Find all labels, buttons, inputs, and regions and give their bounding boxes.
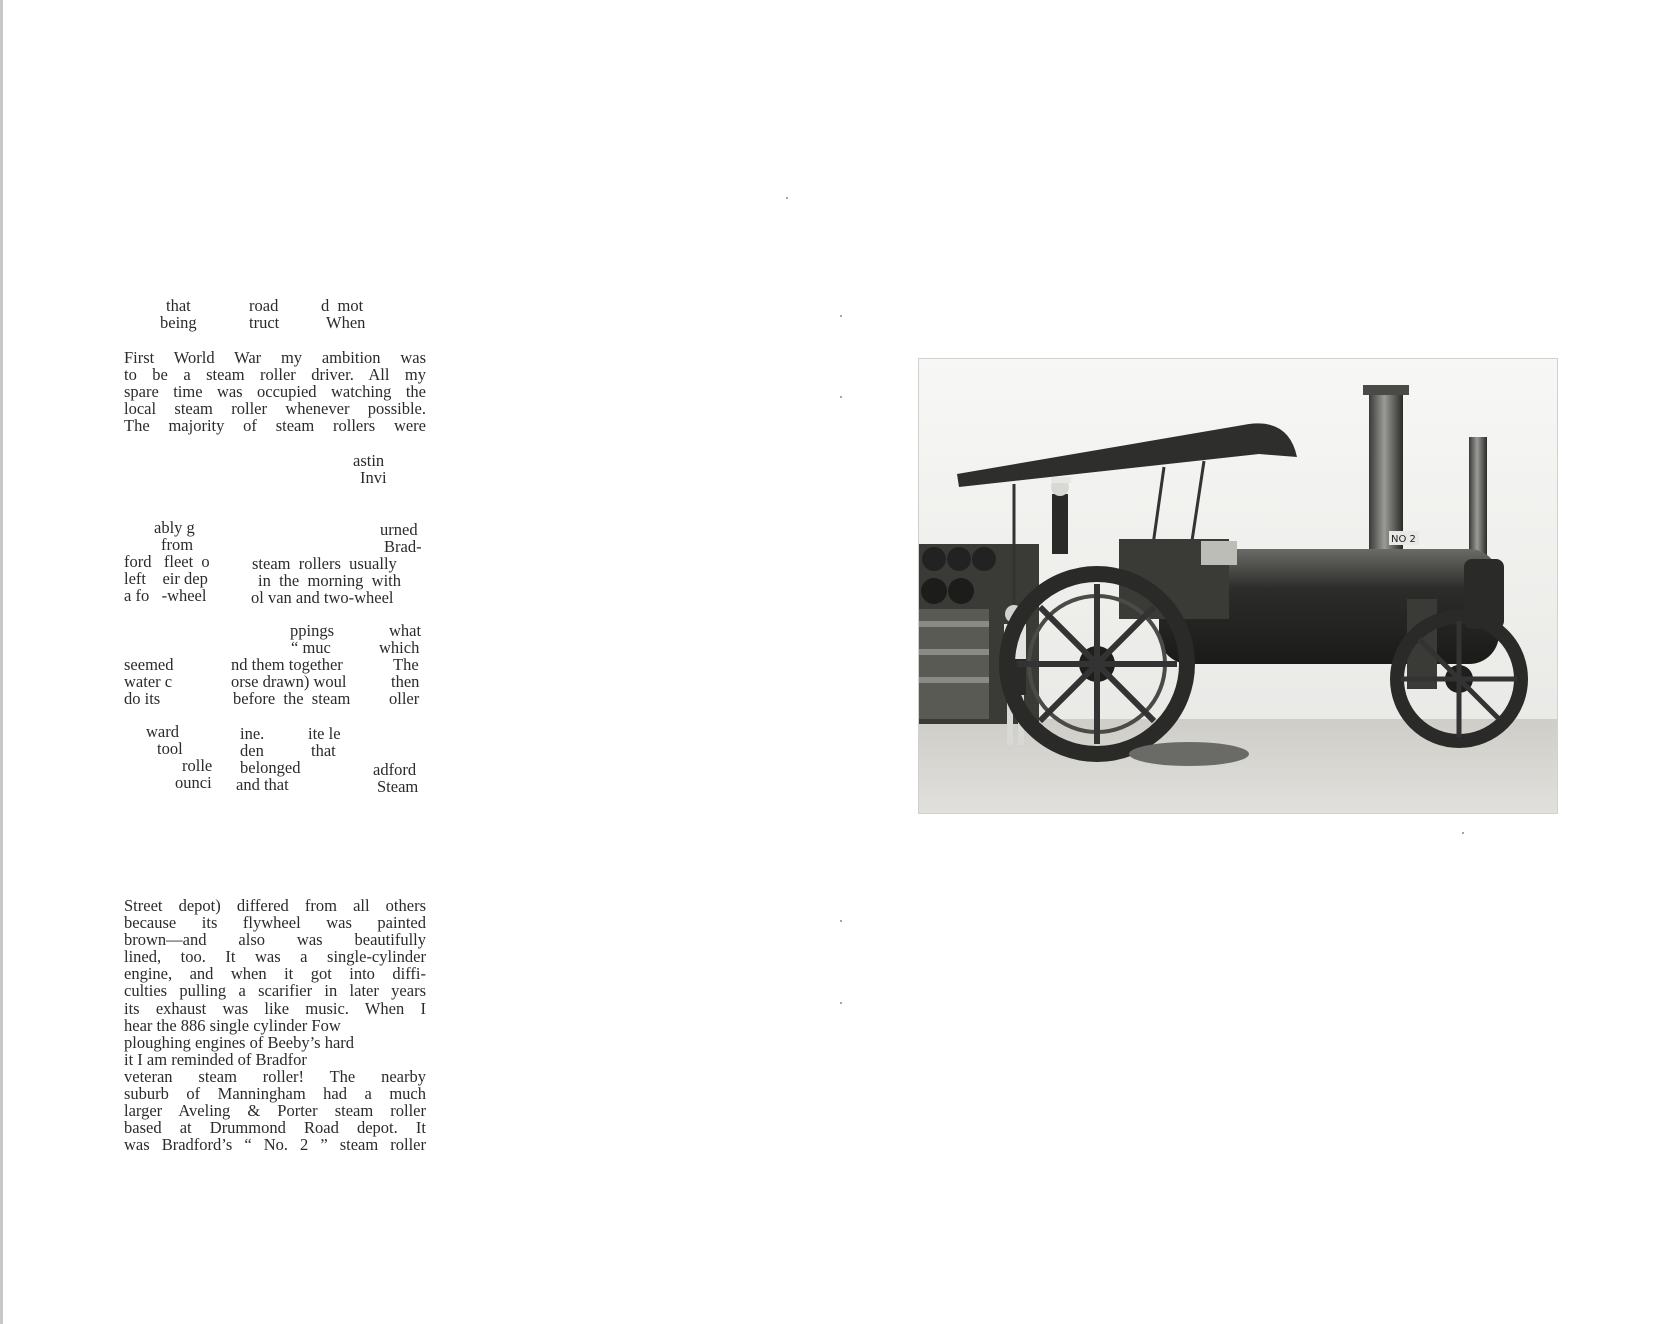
text-line: based at Drummond Road depot. It [124,1118,426,1138]
fragment-text: ine. [240,724,265,743]
fragment-text: do its [124,689,161,708]
fragment-text: The [393,655,419,674]
fragment-text: “ muc [291,638,331,657]
fragment-text: then [391,672,420,691]
fragment-text: which [379,638,420,657]
fragment-text: Steam [377,777,419,796]
fragment-text: orse drawn) woul [231,672,347,691]
scan-speck [1462,832,1464,834]
fragment-text: ward [146,722,179,741]
fragment-text: urned [380,520,418,539]
fragment-text: and that [236,775,289,794]
scan-speck [840,920,842,922]
fragment-text: in the morning with [258,571,401,590]
scan-speck [840,396,842,398]
fragment-text: being [160,313,197,332]
fragment-text: that [166,296,191,315]
fragment-text: ol van and two-wheel [251,588,394,607]
steam-roller-photo [918,358,1558,814]
fragment-text: a fo -wheel [124,586,207,605]
fragment-text: Brad- [384,537,422,556]
fragment-text: ably g [154,518,195,537]
text-line: was Bradford’s “ No. 2 ” steam roller [124,1135,426,1155]
fragment-text: from [161,535,194,554]
text-line: The majority of steam rollers were [124,416,426,436]
fragment-text: what [389,621,422,640]
text-line: brown—and also was beautifully [124,930,426,950]
text-line: its exhaust was like music. When I [124,998,426,1018]
text-line: engine, and when it got into diffi- [124,964,426,984]
text-line: spare time was occupied watching the [124,382,426,402]
scan-speck [840,1002,842,1004]
fragment-text: ounci [175,773,212,792]
text-line: hear the 886 single cylinder Fow [124,1015,341,1035]
paragraph-1 [124,349,426,434]
fragment-text: ppings [290,621,335,640]
fragment-text: that [311,741,336,760]
number-plate-text: NO 2 [1391,534,1416,545]
text-line: Street depot) differed from all others [124,896,426,915]
fragment-text: road [249,296,279,315]
paragraph-2 [124,897,426,1153]
fragment-text: Invi [360,468,387,487]
fragment-text: belonged [240,758,301,777]
text-line: First World War my ambition was [124,348,426,367]
text-line: larger Aveling & Porter steam roller [124,1101,426,1121]
text-line: lined, too. It was a single-cylinder [124,947,426,967]
fragment-text: before the steam [233,689,351,708]
scan-speck [786,197,788,199]
fragment-text: oller [389,689,420,708]
text-line: it I am reminded of Bradfor [124,1049,307,1069]
text-line: suburb of Manningham had a much [124,1084,426,1104]
text-line: veteran steam roller! The nearby [124,1066,426,1086]
text-line: to be a steam roller driver. All my [124,365,426,385]
fragment-text: d mot [321,296,364,315]
fragment-text: rolle [182,756,213,775]
fragment-text: astin [353,451,385,470]
fragment-text: tool [157,739,183,758]
text-line: because its flywheel was painted [124,913,426,933]
scan-speck [840,315,842,317]
fragment-text: seemed [124,655,174,674]
fragment-text: steam rollers usually [252,554,397,573]
fragment-text: adford [373,760,417,779]
fragment-text: ford fleet o [124,552,210,571]
fragment-text: nd them together [231,655,343,674]
fragment-text: left eir dep [124,569,208,588]
text-line: local steam roller whenever possible. [124,399,426,419]
page-edge [0,0,3,1324]
fragment-text: truct [249,313,280,332]
text-line: ploughing engines of Beeby’s hard [124,1032,355,1052]
fragment-text: den [240,741,264,760]
text-line: culties pulling a scarifier in later years [124,981,426,1001]
fragment-text: When [326,313,366,332]
fragment-text: ite le [308,724,341,743]
fragment-text: water c [124,672,173,691]
